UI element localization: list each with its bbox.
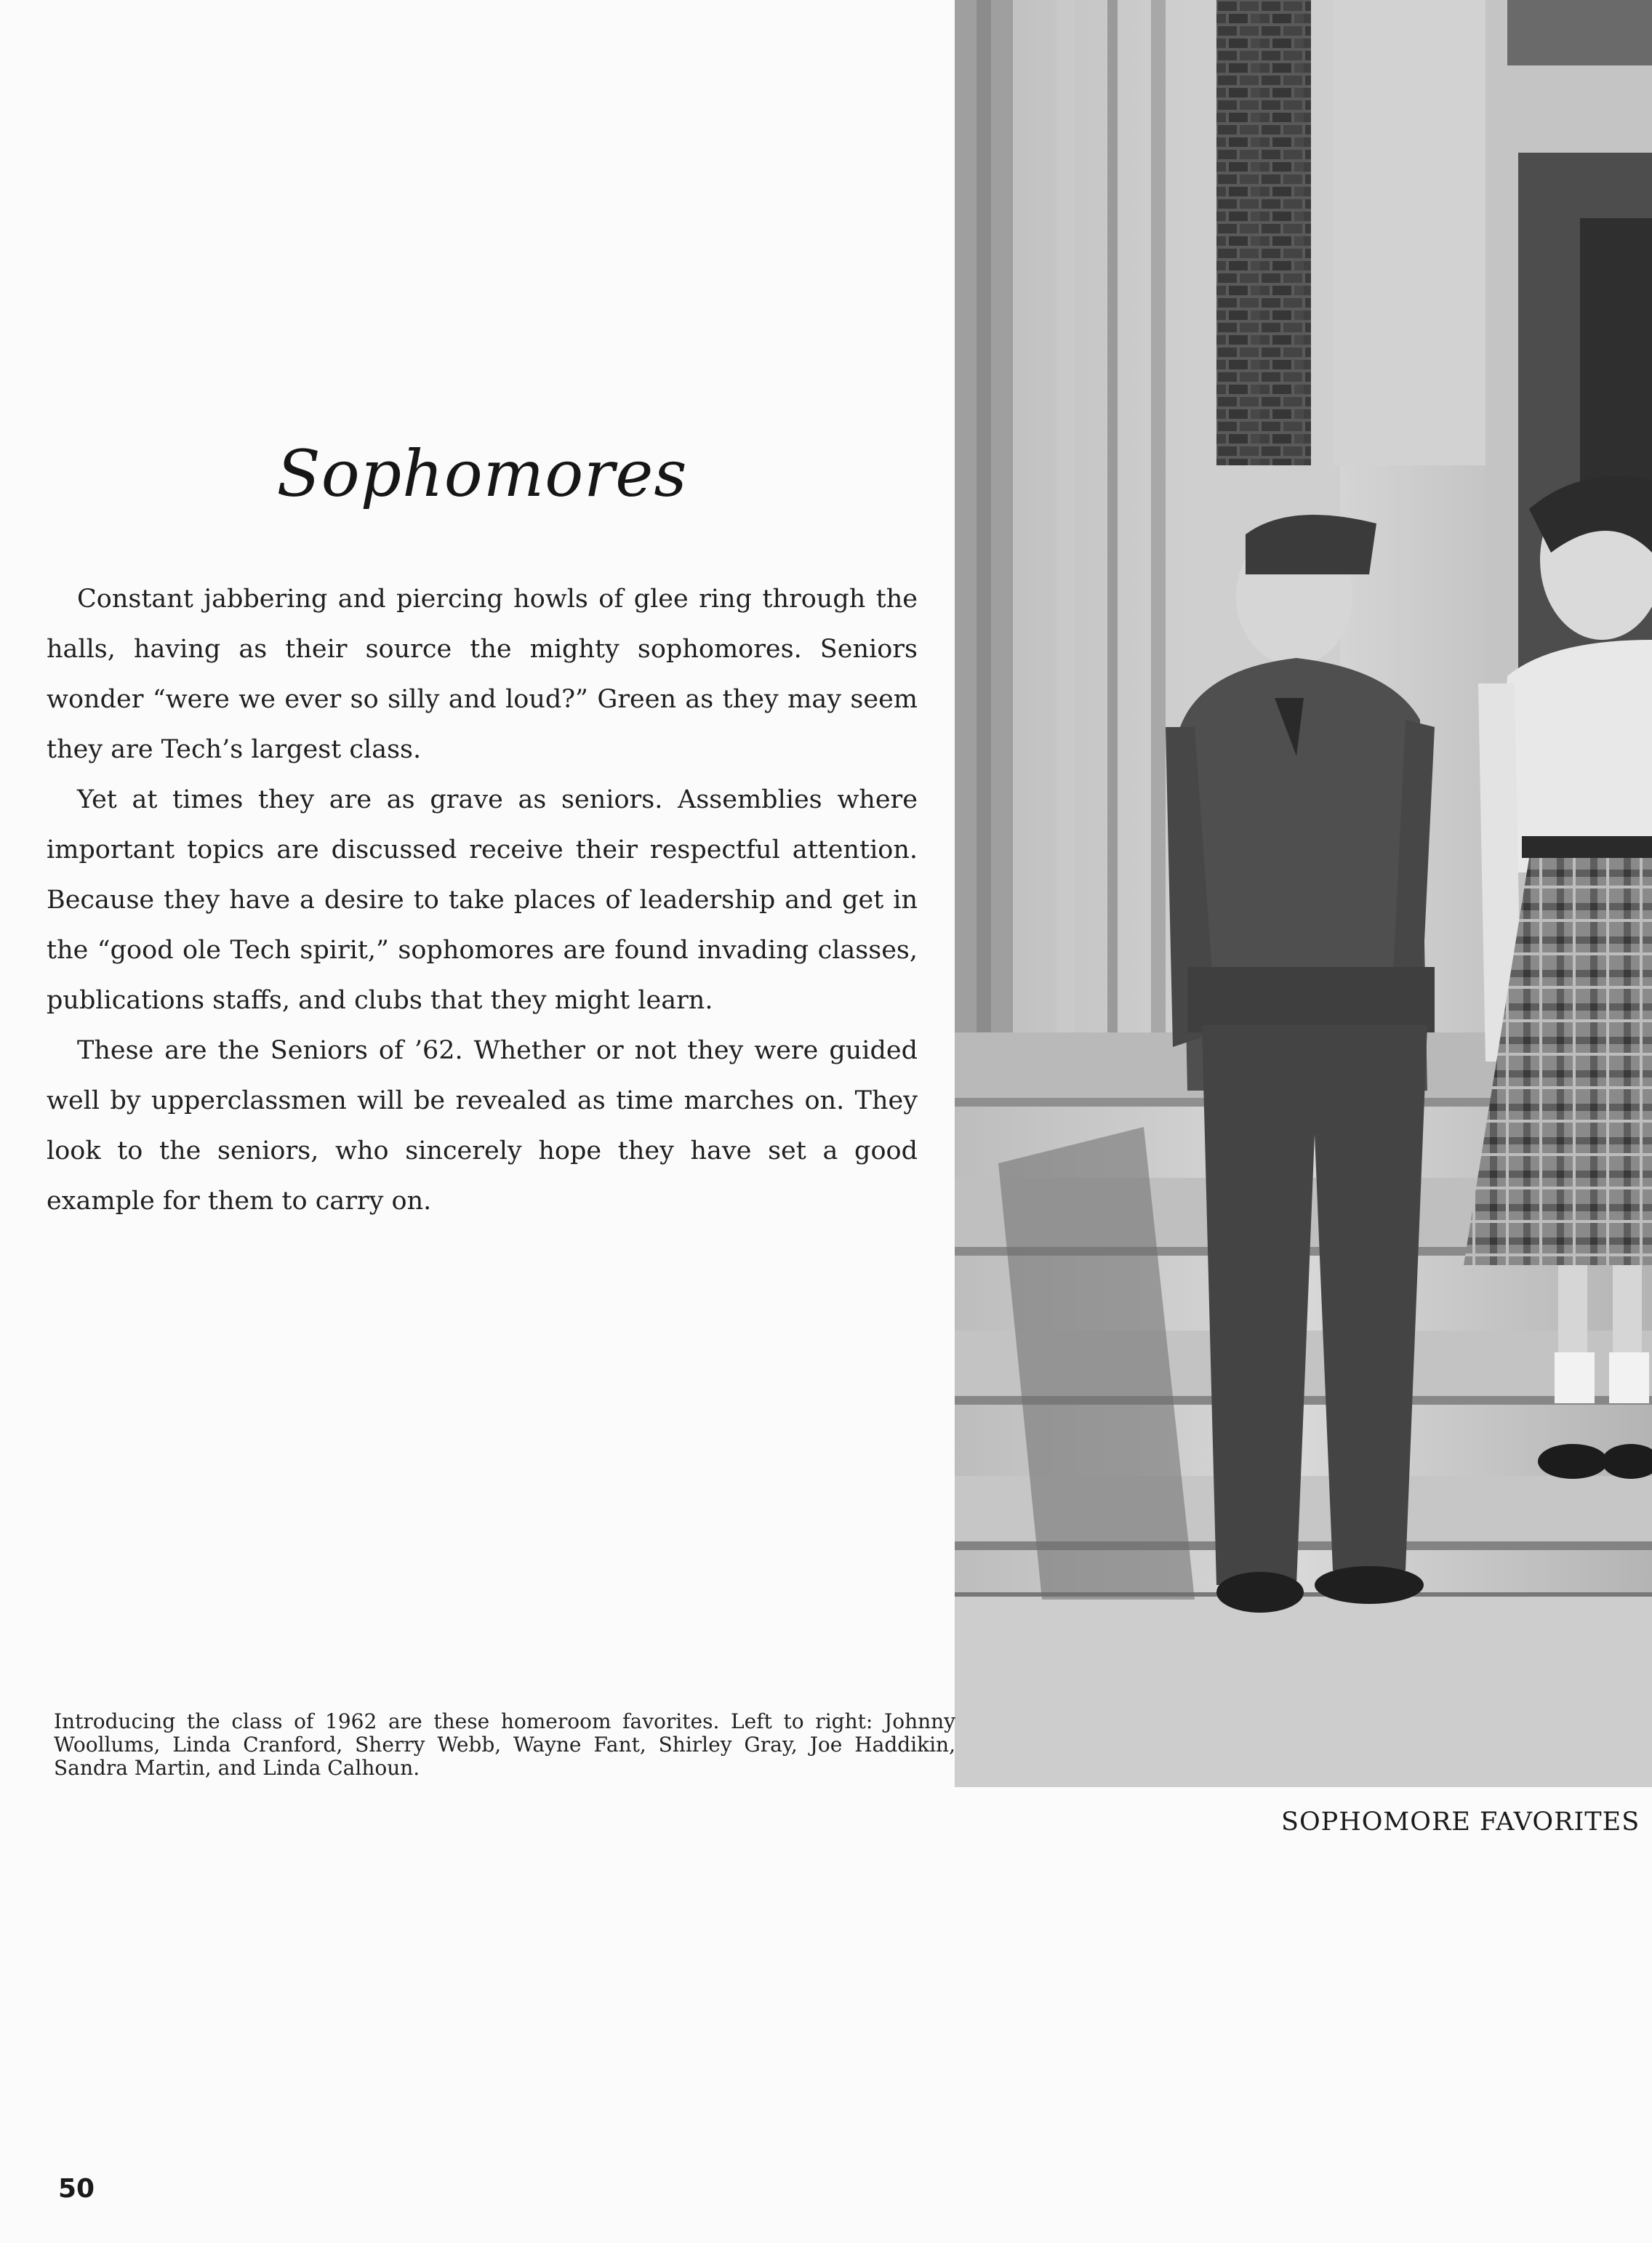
photo-label: SOPHOMORE FAVORITES xyxy=(1281,1807,1640,1837)
article-body xyxy=(47,574,918,1227)
photo-caption: Introducing the class of 1962 are these homeroom favorites. Left to right: Johnny Woollums, Linda Cranford, Sherry Webb, Wayne Fant, Shirley Gray, Joe Haddikin, Sandra Martin, and Linda Calhoun. xyxy=(54,1709,955,1780)
paragraph-2: Yet at times they are as grave as seniors. Assemblies where important topics are discussed receive their respectful attention. Because they have a desire to take places of leadership and get in the “good ole Tech spirit,” sophomores are found invading classes, publications staffs, and clubs that they might learn. xyxy=(47,785,918,1015)
page-number: 50 xyxy=(58,2174,95,2204)
sophomore-favorites-photo xyxy=(955,0,1652,1787)
paragraph-1: Constant jabbering and piercing howls of glee ring through the halls, having as their source the mighty sophomores. Seniors wonder “were we ever so silly and loud?” Green as they may seem they are Tech’s largest class. xyxy=(47,585,918,764)
paragraph-3: These are the Seniors of ’62. Whether or not they were guided well by upperclassmen will be revealed as time marches on. They look to the seniors, who sincerely hope they have set a good example for them to carry on. xyxy=(47,1036,918,1216)
page-title: Sophomores xyxy=(276,436,688,511)
